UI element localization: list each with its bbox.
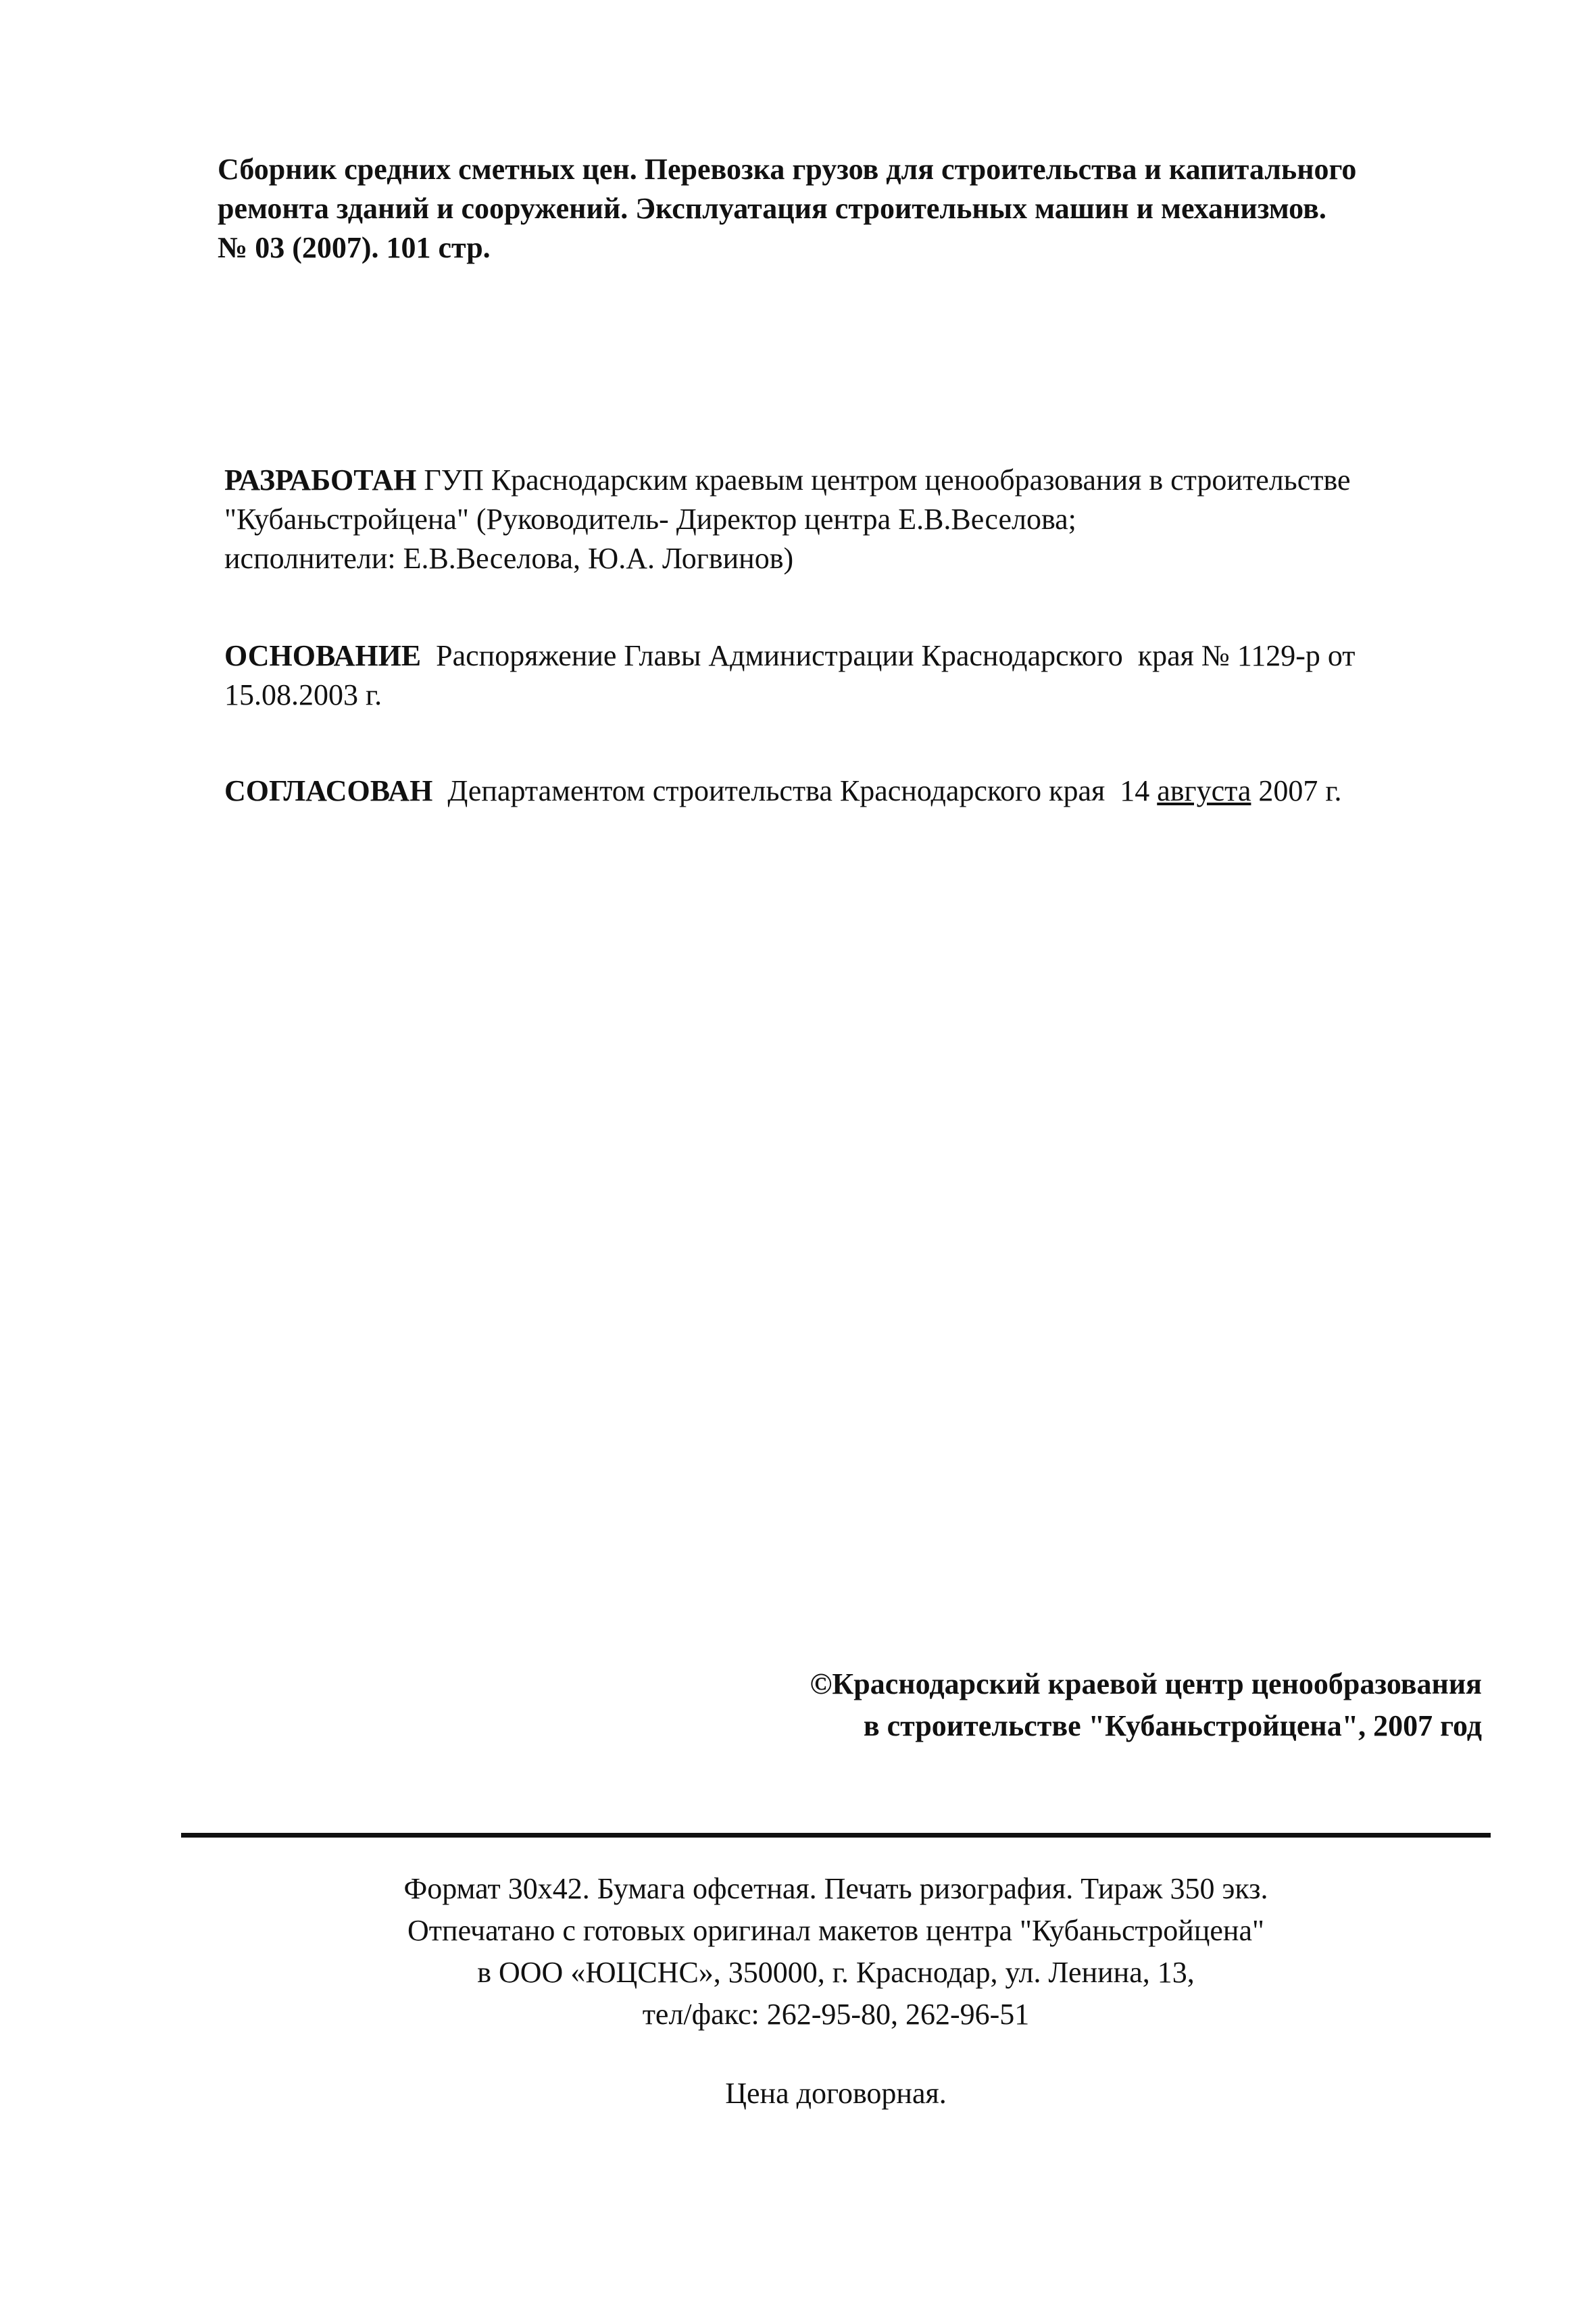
basis-text: Распоряжение Главы Администрации Краснодарского края № 1129-р от <box>421 639 1356 672</box>
basis-line-2: 15.08.2003 г. <box>224 678 382 711</box>
price-note: Цена договорная. <box>725 2077 947 2110</box>
collection-title <box>218 150 1434 268</box>
imprint-info <box>181 1868 1491 2036</box>
developed-text: ГУП Краснодарским краевым центром ценообразования в строительстве <box>416 463 1351 497</box>
agreed-text: Департаментом строительства Краснодарского края 14 <box>432 774 1158 807</box>
agreed-section <box>224 772 1441 811</box>
developed-line-1 <box>224 461 1441 500</box>
imprint-line: Формат 30х42. Бумага офсетная. Печать ризография. Тираж 350 экз. <box>403 1872 1268 1905</box>
basis-line-1 <box>224 636 1441 676</box>
agreed-line <box>224 772 1441 811</box>
imprint-line: Отпечатано с готовых оригинал макетов центра "Кубаньстройцена" <box>407 1914 1264 1947</box>
horizontal-divider <box>181 1833 1491 1838</box>
imprint-line: тел/факс: 262-95-80, 262-96-51 <box>642 1998 1030 2031</box>
copyright-notice <box>810 1663 1483 1747</box>
developed-label: РАЗРАБОТАН <box>224 463 417 497</box>
title-line: ремонта зданий и сооружений. Эксплуатация строительных машин и механизмов. <box>218 192 1326 225</box>
title-line: № 03 (2007). 101 стр. <box>218 231 491 264</box>
copyright-line-1: ©Краснодарский краевой центр ценообразования <box>810 1667 1482 1700</box>
developed-line-2: "Кубаньстройцена" (Руководитель- Директор центра Е.В.Веселова; <box>224 503 1076 536</box>
agreed-label: СОГЛАСОВАН <box>224 774 433 807</box>
imprint-line: в ООО «ЮЦСНС», 350000, г. Краснодар, ул. Ленина, 13, <box>477 1956 1195 1989</box>
basis-section <box>224 636 1441 715</box>
copyright-line-2: в строительстве "Кубаньстройцена", 2007 год <box>863 1709 1482 1742</box>
title-line: Сборник средних сметных цен. Перевозка грузов для строительства и капитального <box>218 153 1357 186</box>
basis-label: ОСНОВАНИЕ <box>224 639 422 672</box>
developed-section <box>224 461 1441 578</box>
developed-line-3: исполнители: Е.В.Веселова, Ю.А. Логвинов) <box>224 542 794 575</box>
agreed-month: августа <box>1157 774 1251 807</box>
agreed-year: 2007 г. <box>1251 774 1342 807</box>
